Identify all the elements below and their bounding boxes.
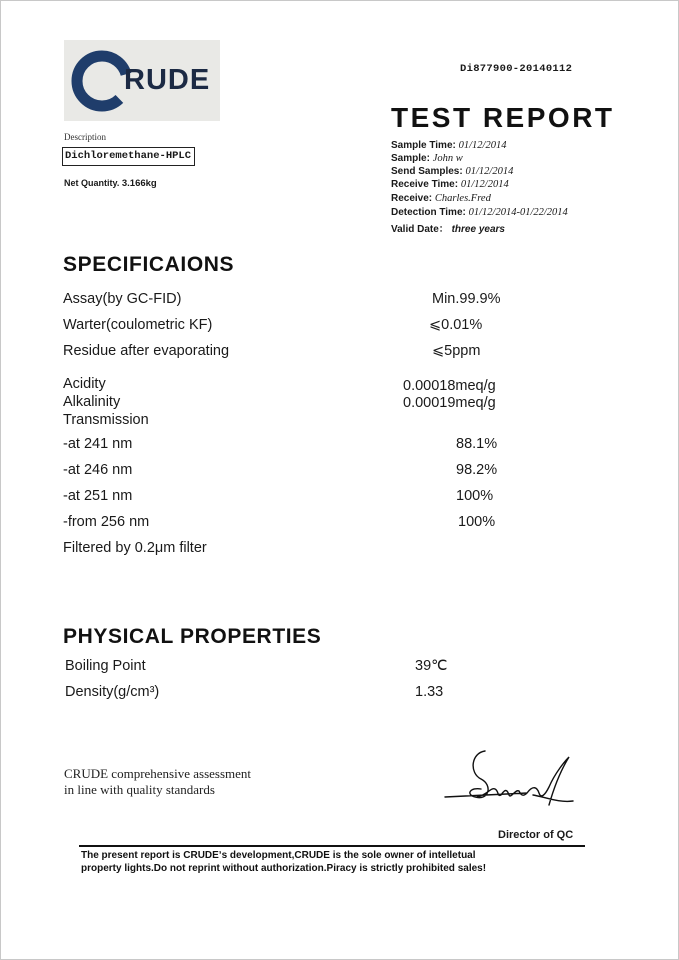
specifications-heading: SPECIFICAIONS (63, 253, 235, 276)
meta-label: Receive: (391, 193, 433, 204)
spec-value: ⩽0.01% (429, 317, 483, 333)
net-quantity-value: 3.166kg (121, 178, 157, 189)
meta-label: Detection Time: (391, 207, 466, 218)
spec-label: Warter(coulometric KF) (63, 317, 213, 333)
spec-label: Transmission (63, 412, 149, 428)
spec-value: 88.1% (456, 436, 498, 452)
meta-label: Receive Time: (391, 179, 459, 190)
meta-label: Sample Time: (391, 140, 456, 151)
physical-value: 1.33 (415, 684, 444, 700)
meta-value: 01/12/2014 (460, 179, 509, 190)
physical-label: Density(g/cm³) (65, 684, 160, 700)
meta-label: Valid Date： (391, 224, 449, 235)
report-id: Di877900-20140112 (460, 63, 573, 75)
spec-label: -at 241 nm (63, 436, 133, 452)
meta-value: John w (432, 153, 463, 164)
spec-value: 98.2% (456, 462, 498, 478)
director-label: Director of QC (498, 829, 574, 841)
spec-value: 100% (458, 514, 496, 530)
meta-row-receive-time (391, 179, 509, 190)
spec-label: Residue after evaporating (63, 343, 230, 359)
crude-logo (64, 40, 220, 121)
footer-divider (79, 845, 585, 847)
assessment-note (64, 766, 251, 798)
spec-value: 0.00019meq/g (403, 395, 496, 411)
spec-label: Assay(by GC-FID) (63, 291, 182, 307)
meta-row-valid-date (391, 220, 505, 235)
spec-value: ⩽5ppm (432, 343, 481, 359)
spec-value: 0.00018meq/g (403, 378, 496, 394)
net-quantity (64, 178, 157, 189)
spec-label: -at 251 nm (63, 488, 133, 504)
signature (441, 743, 581, 828)
spec-value: 100% (456, 488, 494, 504)
meta-label: Sample: (391, 153, 430, 164)
physical-label: Boiling Point (65, 658, 146, 674)
assessment-line: in line with quality standards (64, 782, 215, 797)
net-quantity-label: Net Quantity. (64, 178, 120, 188)
meta-value: 01/12/2014-01/22/2014 (468, 207, 568, 218)
meta-row-receive (391, 193, 491, 204)
physical-properties-heading: PHYSICAL PROPERTIES (63, 625, 322, 648)
meta-row-send-samples (391, 166, 513, 177)
meta-value: Charles.Fred (434, 193, 491, 204)
meta-value: 01/12/2014 (465, 166, 514, 177)
meta-value: three years (451, 224, 505, 235)
spec-label: -at 246 nm (63, 462, 133, 478)
meta-value: 01/12/2014 (458, 140, 507, 151)
meta-row-detection-time (391, 207, 568, 218)
spec-label: Acidity (63, 376, 106, 392)
assessment-line: CRUDE comprehensive assessment (64, 766, 252, 781)
spec-label: -from 256 nm (63, 514, 150, 530)
meta-row-sample-time (391, 140, 506, 151)
spec-value: Min.99.9% (432, 291, 501, 307)
meta-row-sample (391, 153, 463, 164)
spec-label: Filtered by 0.2μm filter (63, 540, 207, 556)
description-label: Description (64, 132, 106, 142)
report-title: TEST REPORT (391, 102, 615, 133)
meta-label: Send Samples: (391, 166, 463, 177)
footer-notice: The present report is CRUDEʼs development,CRUDE is the sole owner of intelletual property lights.Do not reprint without authorization.Piracy is strictly prohibited sales! (81, 850, 487, 874)
spec-label: Alkalinity (63, 394, 121, 410)
description-value: Dichloremethane-HPLC (62, 147, 195, 166)
logo-text: RUDE (124, 64, 211, 96)
physical-value: 39℃ (415, 658, 448, 674)
